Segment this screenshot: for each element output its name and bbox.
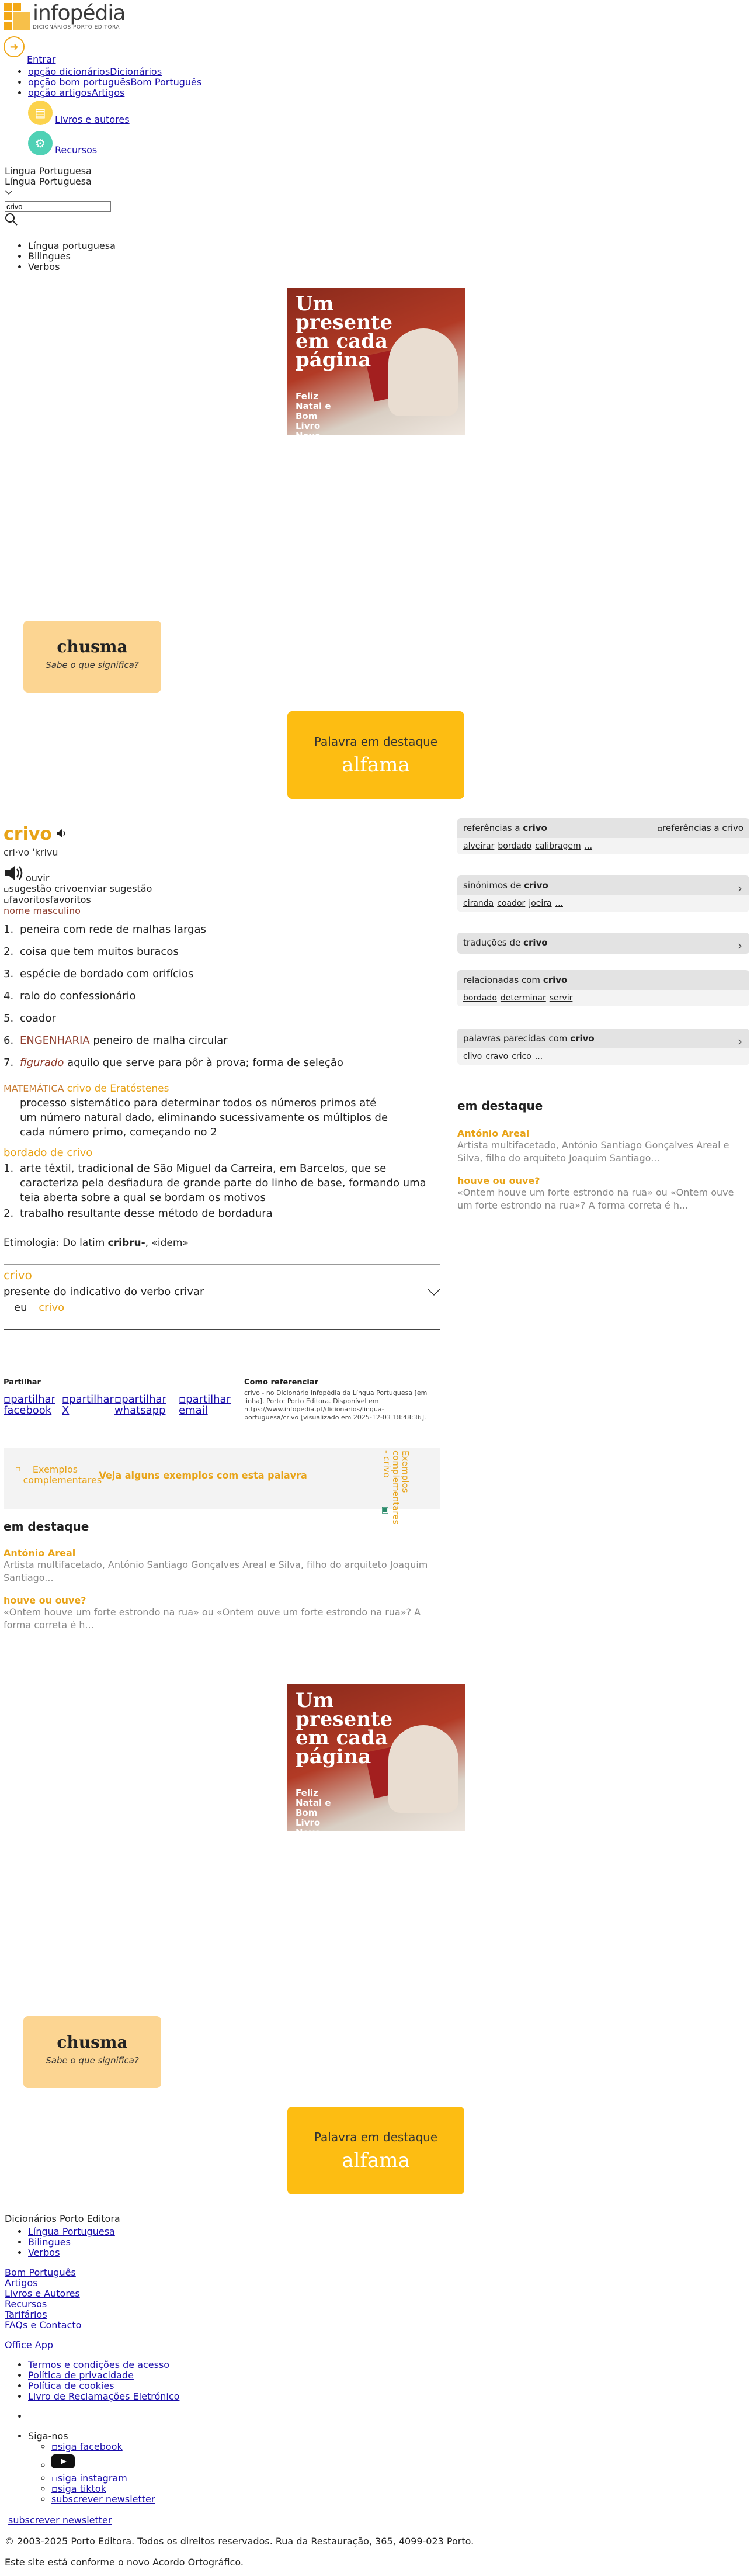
promo-title: Um presente em cada página: [296, 292, 393, 372]
sense-item: [4, 1161, 436, 1205]
references-icon: ▫: [657, 825, 663, 833]
chevron-down-icon[interactable]: [428, 1289, 440, 1296]
similar-link[interactable]: cravo: [485, 1052, 509, 1061]
sense-number: 3.: [4, 968, 14, 980]
share-facebook[interactable]: [4, 1394, 56, 1416]
legal-link[interactable]: Política de privacidade: [28, 2370, 134, 2381]
sidebar-references: [457, 818, 749, 854]
share-x-label: partilhar X: [62, 1393, 114, 1417]
footer-follow-list: [5, 2431, 746, 2505]
sense-number: 1.: [4, 1162, 14, 1175]
suggest-button[interactable]: [4, 884, 442, 895]
sense-list: [4, 922, 442, 1070]
footer-dicionarios-title: Dicionários Porto Editora: [5, 2213, 120, 2224]
examples-panel[interactable]: [4, 1448, 440, 1525]
language-selected[interactable]: Língua Portuguesa: [5, 165, 92, 176]
sense-item: [4, 989, 442, 1003]
featured-word-card[interactable]: [287, 711, 464, 799]
newsletter-link-inner[interactable]: subscrever newsletter: [51, 2494, 155, 2505]
language-options: [5, 241, 116, 272]
translations-title: traduções de: [463, 937, 521, 948]
sense-item: [4, 944, 442, 959]
social-facebook[interactable]: [51, 2441, 123, 2452]
nav-dicionarios-label[interactable]: Dicionários: [110, 66, 162, 77]
search-icon[interactable]: [5, 213, 18, 228]
sense-number: 4.: [4, 990, 14, 1002]
share-whatsapp[interactable]: [114, 1394, 173, 1416]
footer-link[interactable]: Livros e Autores: [5, 2288, 80, 2299]
reference-link[interactable]: alveirar: [463, 842, 495, 851]
quiz-question: Sabe o que significa?: [46, 2055, 139, 2066]
references-image: [658, 823, 743, 833]
featured-label: Palavra em destaque: [314, 2130, 438, 2144]
search-input[interactable]: [5, 201, 111, 212]
destaque-item-2-text[interactable]: «Ontem houve um forte estrondo na rua» ou «Ontem ouve um forte estrondo na rua»? A forma correta é h...: [457, 1187, 734, 1211]
featured-label: Palavra em destaque: [314, 735, 438, 749]
destaque-main: [4, 1519, 436, 1632]
related-list: [457, 990, 749, 1006]
sidebar-synonyms[interactable]: [457, 875, 749, 912]
chevron-right-icon[interactable]: ›: [738, 1034, 742, 1048]
similar-word: crivo: [570, 1033, 595, 1044]
examples-cta[interactable]: Veja alguns exemplos com esta palavra: [99, 1469, 307, 1481]
login-link[interactable]: [4, 36, 55, 65]
promo-subtitle: Feliz Natal e Bom Livro Novo: [296, 1788, 331, 1838]
nav-dicionarios[interactable]: [28, 67, 201, 77]
sense-text: peneira com rede de malhas largas: [20, 923, 206, 936]
synonym-link[interactable]: joeira: [529, 899, 552, 908]
promo-title: Um presente em cada página: [296, 1689, 393, 1768]
office-app-link[interactable]: Office App: [5, 2339, 54, 2350]
share-email[interactable]: [179, 1393, 231, 1417]
examples-icon: ▫ Exemplos complementares: [15, 1464, 102, 1486]
references-header: [457, 818, 749, 838]
logo-mark-icon: [4, 3, 30, 30]
listen-button[interactable]: [4, 865, 442, 884]
synonyms-title: sinónimos de: [463, 880, 522, 891]
instagram-icon: ▫: [51, 2473, 58, 2484]
language-option[interactable]: • Língua portuguesa: [28, 241, 116, 251]
nav-bom-portugues[interactable]: [28, 77, 201, 88]
destaque-title: em destaque: [457, 1099, 543, 1113]
footer-dic-link[interactable]: Verbos: [28, 2247, 60, 2258]
related-header: [457, 970, 749, 990]
examples-icon-label: Exemplos complementares: [23, 1464, 102, 1486]
featured-word-card-bottom[interactable]: [287, 2107, 464, 2194]
social-instagram-label: siga instagram: [57, 2473, 127, 2484]
share-whatsapp-icon: ▫: [114, 1393, 122, 1405]
language-option[interactable]: • Verbos: [28, 262, 116, 272]
language-option[interactable]: • Bilingues: [28, 251, 116, 262]
etymology-suffix: , «idem»: [145, 1237, 189, 1249]
verb-form-text: presente do indicativo do verbo: [4, 1286, 171, 1298]
sense-domain-tag: ENGENHARIA: [20, 1034, 90, 1047]
references-list: [457, 838, 749, 854]
suggest-icon: ▫: [4, 885, 9, 894]
verb-conjugation: [4, 1301, 442, 1314]
pronunciation: cri·vo ˈkrivu: [4, 847, 58, 858]
synonym-link[interactable]: ciranda: [463, 899, 494, 908]
nav-artigos[interactable]: [28, 88, 201, 98]
promo-banner-bottom[interactable]: [287, 1684, 465, 1838]
etymology-prefix: Etimologia: Do latim: [4, 1237, 105, 1249]
resources-icon: ⚙: [28, 131, 53, 155]
cite-text[interactable]: crivo - no Dicionário infopédia da Língua Portuguesa [em linha]. Porto: Porto Editora. Disponível em https://www.infopedia.pt/dicionarios/lingua-portuguesa/crivo [visualizado em 2025-12-03 18:48:36].: [244, 1389, 428, 1421]
sense-register-tag: figurado: [20, 1057, 64, 1069]
copyright: © 2003-2025 Porto Editora. Todos os direitos reservados. Rua da Restauração, 365, 4099-023 Porto.: [5, 2536, 474, 2547]
destaque-item-1-title[interactable]: António Areal: [4, 1547, 76, 1559]
promo-subtitle: Feliz Natal e Bom Livro Novo: [296, 391, 331, 441]
related-link[interactable]: determinar: [500, 993, 546, 1003]
sense-item: [4, 922, 442, 937]
legal-link[interactable]: Livro de Reclamações Eletrónico: [28, 2391, 180, 2402]
references-word: crivo: [523, 823, 547, 833]
sidebar-translations[interactable]: [457, 933, 749, 954]
destaque-item-2-text[interactable]: «Ontem houve um forte estrondo na rua» ou «Ontem ouve um forte estrondo na rua»? A forma correta é h...: [4, 1606, 421, 1630]
similar-link[interactable]: clivo: [463, 1052, 482, 1061]
social-facebook-label: siga facebook: [57, 2441, 123, 2452]
login-icon: ➜: [4, 36, 25, 57]
share-section: [4, 1378, 237, 1416]
subentry-domain-tag: MATEMÁTICA: [4, 1083, 64, 1094]
footer-links: [5, 2267, 746, 2331]
subentry-2-senses: [4, 1161, 436, 1221]
similar-link[interactable]: crico: [512, 1052, 531, 1061]
share-links: [4, 1394, 237, 1416]
social-tiktok-label: siga tiktok: [57, 2483, 106, 2494]
favorites-alt: favoritos: [9, 894, 50, 905]
synonym-more[interactable]: ...: [555, 899, 563, 908]
reference-link[interactable]: calibragem: [535, 842, 581, 851]
sense-text: coisa que tem muitos buracos: [20, 946, 179, 958]
nav-livros[interactable]: [28, 101, 130, 125]
speaker-icon: [4, 865, 25, 884]
translations-header: [457, 933, 749, 953]
sense-number: 7.: [4, 1057, 14, 1069]
sense-number: 2.: [4, 946, 14, 958]
reference-link[interactable]: bordado: [498, 842, 532, 851]
share-email-label: partilhar email: [179, 1393, 231, 1417]
suggest-alt: sugestão crivo: [9, 883, 78, 894]
examples-badge-icon: ▣: [381, 1505, 389, 1515]
favorites-icon: ▫: [4, 896, 9, 905]
sense-number: 2.: [4, 1207, 14, 1220]
similar-list: [457, 1048, 749, 1065]
favorites-label: favoritos: [50, 894, 91, 905]
facebook-icon: ▫: [51, 2441, 58, 2452]
sense-text: espécie de bordado com orifícios: [20, 968, 194, 980]
footer-link[interactable]: Bom Português: [5, 2267, 76, 2278]
similar-title: palavras parecidas com: [463, 1033, 568, 1044]
quiz-card-bottom[interactable]: [23, 2016, 161, 2088]
share-x-icon: ▫: [62, 1393, 70, 1405]
newsletter-link[interactable]: subscrever newsletter: [8, 2515, 112, 2526]
destaque-item-1-text[interactable]: Artista multifacetado, António Santiago Gonçalves Areal e Silva, filho do arquiteto Joaquim Santiago...: [4, 1559, 428, 1583]
footer-legal-list: [5, 2360, 746, 2402]
part-of-speech: nome masculino: [4, 905, 81, 916]
synonym-link[interactable]: coador: [497, 899, 526, 908]
share-email-icon: ▫: [179, 1393, 186, 1405]
verb-pronoun: eu: [14, 1301, 27, 1314]
acordo-note: Este site está conforme o novo Acordo Ortográfico.: [5, 2557, 244, 2568]
login-label[interactable]: Entrar: [27, 54, 56, 65]
sense-text: ralo do confessionário: [20, 990, 136, 1002]
footer-empty-item: [28, 2411, 746, 2422]
books-icon: ▤: [28, 101, 53, 125]
similar-header: [457, 1029, 749, 1048]
speaker-icon[interactable]: [55, 829, 67, 840]
synonyms-header: [457, 875, 749, 895]
sidebar-related: [457, 970, 749, 1006]
references-image-alt: referências a crivo: [662, 823, 743, 833]
destaque-item-2-title[interactable]: houve ou ouve?: [457, 1175, 540, 1186]
references-title: referências a: [463, 823, 520, 833]
synonyms-list: [457, 895, 749, 912]
sense-text: coador: [20, 1012, 56, 1024]
footer-dic-link[interactable]: Língua Portuguesa: [28, 2226, 115, 2237]
tiktok-icon: ▫: [51, 2483, 58, 2494]
share-title: Partilhar: [4, 1378, 41, 1387]
favorites-button[interactable]: [4, 895, 442, 906]
share-facebook-label: partilhar facebook: [4, 1393, 55, 1417]
etymology: [4, 1237, 442, 1249]
subentry-word: crivo de Eratóstenes: [67, 1083, 169, 1095]
nav-artigos-alt: opção artigos: [28, 87, 92, 98]
share-whatsapp-label: partilhar whatsapp: [114, 1393, 166, 1417]
social-instagram[interactable]: [51, 2473, 127, 2484]
sense-item: [4, 1055, 442, 1070]
verb-link[interactable]: crivar: [174, 1286, 204, 1298]
sense-item: [4, 1033, 442, 1048]
footer-link[interactable]: Recursos: [5, 2298, 47, 2310]
youtube-icon[interactable]: [51, 2454, 75, 2468]
sense-text: trabalho resultante desse método de bordadura: [20, 1207, 273, 1220]
listen-label: ouvir: [26, 872, 50, 884]
main-nav: [5, 67, 201, 98]
footer-link[interactable]: Tarifários: [5, 2309, 47, 2320]
related-title: relacionadas com: [463, 975, 541, 985]
footer-dic-list: [5, 2227, 746, 2258]
cite-title: Como referenciar: [244, 1378, 319, 1387]
destaque-item-1-text[interactable]: Artista multifacetado, António Santiago Gonçalves Areal e Silva, filho do arquiteto Joaquim Santiago...: [457, 1140, 729, 1164]
subentry-title: [4, 1083, 442, 1095]
synonyms-word: crivo: [524, 880, 548, 891]
language-selected-2: Língua Portuguesa: [5, 176, 92, 187]
sense-number: 6.: [4, 1034, 14, 1047]
social-tiktok[interactable]: [51, 2483, 106, 2494]
featured-word: alfama: [342, 2149, 410, 2172]
sense-text: aquilo que serve para pôr à prova; forma de seleção: [67, 1057, 343, 1069]
footer-link[interactable]: Artigos: [5, 2277, 38, 2288]
destaque-item-2-title[interactable]: houve ou ouve?: [4, 1595, 86, 1606]
nav-livros-label[interactable]: Livros e autores: [55, 114, 130, 125]
sense-item: [4, 1011, 442, 1026]
nav-recursos[interactable]: [28, 131, 97, 155]
chevron-right-icon[interactable]: ›: [738, 939, 742, 953]
footer-link[interactable]: FAQs e Contacto: [5, 2319, 82, 2331]
sense-item: [4, 1206, 436, 1221]
suggest-label: enviar sugestão: [77, 883, 152, 894]
logo-name: infopédia: [33, 1, 126, 25]
sense-number: 1.: [4, 923, 14, 936]
footer-dic-link[interactable]: Bilingues: [28, 2236, 71, 2248]
legal-link[interactable]: Política de cookies: [28, 2380, 114, 2391]
site-logo[interactable]: [4, 2, 125, 30]
legal-link[interactable]: Termos e condições de acesso: [28, 2359, 170, 2370]
subentry-definition: processo sistemático para determinar todos os números primos até um número natural dado, eliminando sucessivamente os múltiplos de cada número primo, começando no 2: [20, 1097, 388, 1138]
verb-form-word: crivo: [4, 1268, 32, 1282]
verb-form-toggle[interactable]: [4, 1286, 440, 1298]
nav-artigos-label[interactable]: Artigos: [91, 87, 125, 98]
quiz-word: chusma: [57, 2033, 128, 2052]
footer: [5, 2214, 746, 2568]
promo-banner[interactable]: [287, 288, 465, 441]
similar-more[interactable]: ...: [534, 1052, 543, 1061]
share-x[interactable]: [62, 1393, 114, 1417]
related-link[interactable]: bordado: [463, 993, 497, 1003]
etymology-latin: cribru-: [107, 1237, 145, 1249]
examples-vertical-label: Exemplos complementares - crivo: [381, 1450, 411, 1525]
destaque-sidebar: [457, 1099, 743, 1212]
examples-vertical: [375, 1450, 417, 1525]
footer-empty-list: [5, 2411, 746, 2422]
destaque-title: em destaque: [4, 1519, 89, 1533]
entry: [4, 824, 442, 1330]
sidebar-similar[interactable]: [457, 1029, 749, 1065]
chevron-down-icon[interactable]: [5, 187, 13, 195]
sense-item: [4, 967, 442, 981]
related-word: crivo: [543, 975, 568, 985]
entry-word: crivo: [4, 824, 53, 844]
nav-recursos-label[interactable]: Recursos: [55, 144, 98, 155]
related-link[interactable]: servir: [549, 993, 573, 1003]
quiz-question: Sabe o que significa?: [46, 660, 139, 670]
language-selector[interactable]: [5, 166, 92, 195]
sense-number: 5.: [4, 1012, 14, 1024]
sense-text: arte têxtil, tradicional de São Miguel da Carreira, em Barcelos, que se caracteriza pela desfiadura de grande parte do linho de base, formando uma teia aberta sobre a qual se bordam os motivos: [20, 1162, 426, 1204]
destaque-item-1-title[interactable]: António Areal: [457, 1128, 530, 1139]
share-facebook-icon: ▫: [4, 1393, 11, 1405]
quiz-card[interactable]: [23, 621, 161, 693]
verb-form: crivo: [39, 1301, 65, 1314]
translations-word: crivo: [523, 937, 548, 948]
nav-bom-alt: opção bom português: [28, 77, 131, 88]
sense-text: peneiro de malha circular: [93, 1034, 228, 1047]
featured-word: alfama: [342, 753, 410, 777]
chevron-right-icon[interactable]: ›: [738, 881, 742, 895]
quiz-word: chusma: [57, 637, 128, 656]
nav-dicionarios-alt: opção dicionários: [28, 66, 110, 77]
logo-subtitle: DICIONÁRIOS PORTO EDITORA: [33, 25, 120, 30]
reference-more[interactable]: ...: [584, 842, 593, 851]
nav-bom-label[interactable]: Bom Português: [130, 77, 202, 88]
subentry-2-title: bordado de crivo: [4, 1147, 93, 1159]
cite-section: [244, 1378, 437, 1422]
follow-title: Siga-nos: [28, 2430, 68, 2442]
